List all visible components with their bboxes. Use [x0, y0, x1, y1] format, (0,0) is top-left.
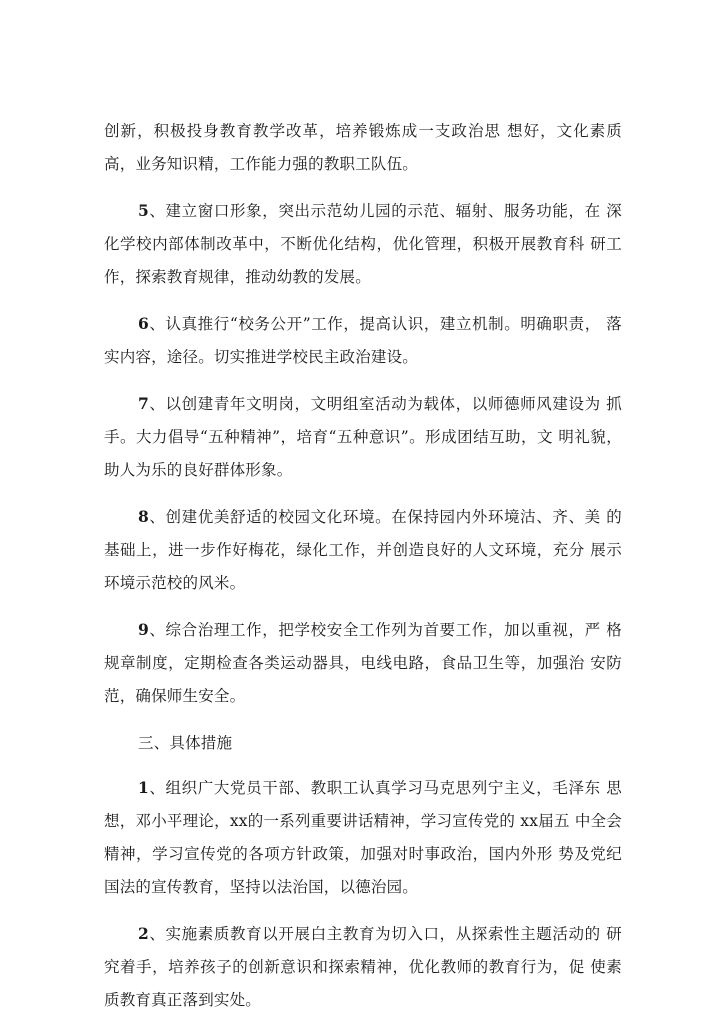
- item-number: 2: [138, 924, 149, 943]
- paragraph-text: 、创建优美舒适的校园文化环境。在保持园内外环境沽、齐、美 的基础上，进一步作好梅花，绿化工作，并创造良好的人文环境，充分 展示环境示范校的风米。: [104, 508, 622, 592]
- paragraph-text: 、建立窗口形象，突出示范幼儿园的示范、辐射、服务功能，在 深化学校内部体制改革中，不断优化结构，优化管理，积极开展教育科 研工作，探索教育规律，推动幼教的发展。: [104, 202, 622, 286]
- paragraph-text: 、综合治理工作，把学校安全工作列为首要工作，加以重视，严 格规章制度，定期检查各类运动器具，电线电路，食品卫生等，加强治 安防范，确保师生安全。: [104, 621, 622, 705]
- item-number: 1: [138, 778, 149, 797]
- section-heading-text: 三、具体措施: [138, 734, 233, 752]
- paragraph-measure-2: [104, 917, 622, 1017]
- paragraph-continuation: [104, 114, 622, 181]
- paragraph-text: 、组织广大党员干部、教职工认真学习马克思列宁主义，毛泽东 思想，邓小平理论，xx的一系列重要讲话精神，学习宣传党的 xx届五 中全会精神，学习宣传党的各项方针政策，加强对时事政治，国内外形 势及党纪国法的宣传教育，坚持以法治国，以德治园。: [104, 779, 622, 896]
- paragraph-item-8: [104, 500, 622, 600]
- paragraph-text: 创新，积极投身教育教学改革，培养锻炼成一支政治思 想好，文化素质高，业务知识精，工作能力强的教职工队伍。: [104, 122, 622, 173]
- item-number: 9: [138, 620, 149, 639]
- paragraph-text: 、以创建青年文明岗，文明组室活动为载体，以师德师风建设为 抓手。大力倡导“五种精神”，培育“五种意识”。形成团结互助，文 明礼貌，助人为乐的良好群体形象。: [104, 395, 622, 479]
- paragraph-item-5: [104, 194, 622, 294]
- paragraph-text: 、实施素质教育以开展白主教育为切入口，从探索性主题活动的 研究着手，培养孩子的创新意识和探索精神，优化教师的教育行为，促 使素质教育真正落到实处。: [104, 925, 622, 1009]
- item-number: 6: [138, 314, 149, 333]
- item-number: 7: [138, 394, 149, 413]
- paragraph-item-9: [104, 613, 622, 713]
- paragraph-item-6: [104, 307, 622, 374]
- paragraph-text: 、认真推行“校务公开”工作，提高认识，建立机制。明确职责， 落实内容，途径。切实推进学校民主政治建设。: [104, 315, 622, 366]
- item-number: 8: [138, 507, 149, 526]
- paragraph-item-7: [104, 387, 622, 487]
- item-number: 5: [138, 201, 149, 220]
- paragraph-measure-1: [104, 771, 622, 904]
- section-heading: [104, 726, 622, 760]
